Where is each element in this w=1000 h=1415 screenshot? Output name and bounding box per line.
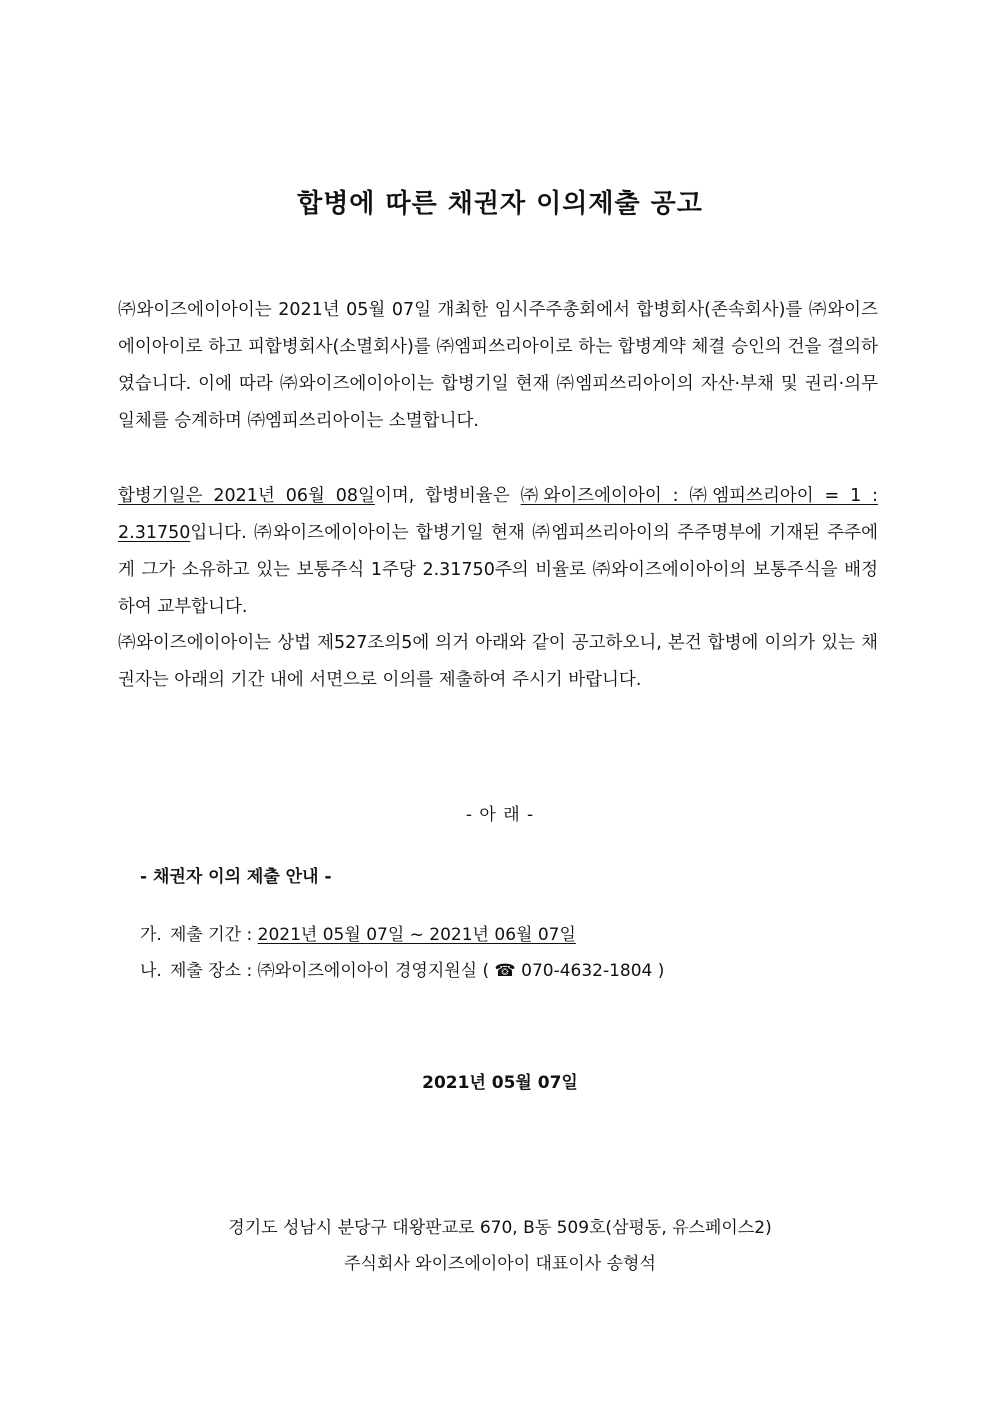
paragraph-merger-terms — [118, 478, 878, 626]
section-heading-arae: - 아 래 - — [465, 805, 535, 825]
merge-ratio-text: ㈜와이즈에이아이 : ㈜엠피쓰리아이 = 1 : 2.31750 — [118, 486, 878, 543]
company-representative: 주식회사 와이즈에이아이 대표이사 송형석 — [344, 1254, 656, 1274]
company-address: 경기도 성남시 분당구 대왕판교로 670, B동 509호(삼평동, 유스페이스2) — [228, 1218, 772, 1238]
paragraph-objection-notice: ㈜와이즈에이아이는 상법 제527조의5에 의거 아래와 같이 공고하오니, 본건 합병에 이의가 있는 채권자는 아래의 기간 내에 서면으로 이의를 제출하여 주시기 바랍니다. — [118, 633, 878, 690]
item-label: 제출 장소 : — [170, 961, 258, 981]
notice-date: 2021년 05월 07일 — [422, 1073, 578, 1093]
item-marker: 가. — [140, 925, 162, 945]
item-label: 제출 기간 : — [170, 925, 258, 945]
merge-terms-rest: 입니다. ㈜와이즈에이아이는 합병기일 현재 ㈜엠피쓰리아이의 주주명부에 기재된 주주에게 그가 소유하고 있는 보통주식 1주당 2.31750주의 비율로 ㈜와이즈에이아이의 보통주식을 배정하여 교부합니다. — [118, 523, 878, 617]
item-marker: 나. — [140, 961, 162, 981]
objection-period-item — [140, 920, 576, 945]
page-title: 합병에 따른 채권자 이의제출 공고 — [297, 189, 703, 219]
objection-guide-title: - 채권자 이의 제출 안내 - — [140, 867, 332, 887]
objection-period-value: 2021년 05월 07일 ~ 2021년 06월 07일 — [257, 925, 576, 945]
objection-place-value: ㈜와이즈에이아이 경영지원실 ( ☎ 070-4632-1804 ) — [257, 961, 665, 981]
merge-date-text: 합병기일은 2021년 06월 08일 — [118, 486, 375, 506]
paragraph-merger-approval: ㈜와이즈에이아이는 2021년 05월 07일 개최한 임시주주총회에서 합병회사(존속회사)를 ㈜와이즈에이아이로 하고 피합병회사(소멸회사)를 ㈜엠피쓰리아이로 하는 합병계약 체결 승인의 건을 결의하였습니다. 이에 따라 ㈜와이즈에이아이는 합병기일 현재 ㈜엠피쓰리아이의 자산·부채 및 권리·의무 일체를 승계하며 ㈜엠피쓰리아이는 소멸합니다. — [118, 300, 878, 431]
objection-place-item — [140, 956, 664, 981]
merge-ratio-intro: 이며, 합병비율은 — [374, 486, 521, 506]
